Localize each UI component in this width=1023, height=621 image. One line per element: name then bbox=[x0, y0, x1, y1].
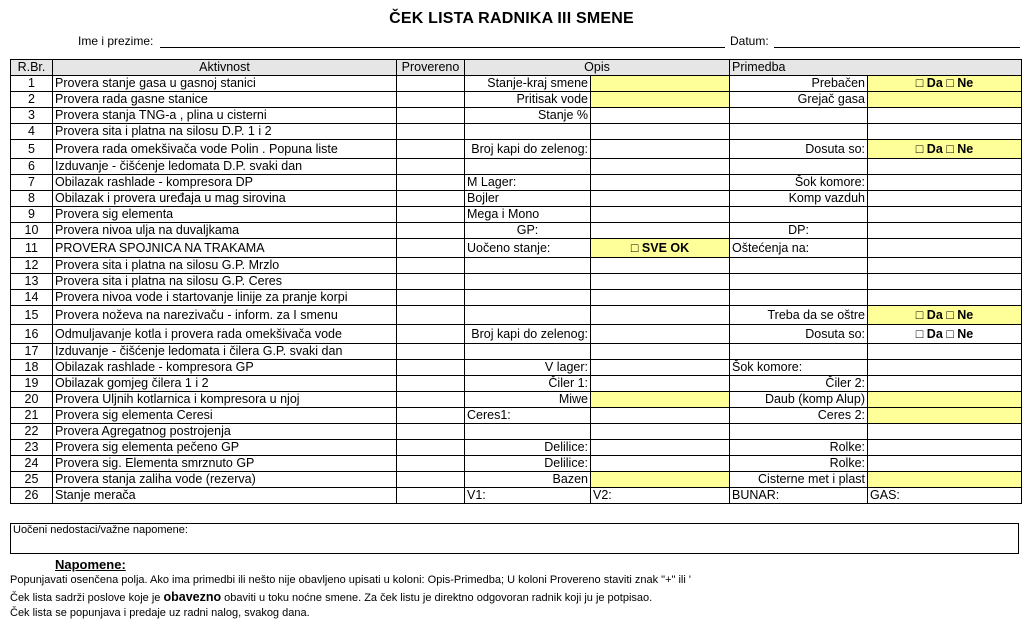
row-number: 4 bbox=[11, 124, 53, 140]
activity-cell: Provera sig elementa Ceresi bbox=[53, 408, 397, 424]
activity-cell: Provera sig. Elementa smrznuto GP bbox=[53, 456, 397, 472]
table-row bbox=[11, 456, 1022, 472]
provereno-cell[interactable] bbox=[397, 440, 465, 456]
row-number: 8 bbox=[11, 191, 53, 207]
table-row bbox=[11, 140, 1022, 159]
activity-cell: Provera stanje gasa u gasnoj stanici bbox=[53, 76, 397, 92]
detail-value[interactable]: □ SVE OK bbox=[591, 239, 730, 258]
napomene-line-2-a: Ček lista sadrži poslove koje je bbox=[10, 592, 164, 604]
detail-label: Uočeno stanje: bbox=[465, 239, 591, 258]
napomene-line-2-bold: obavezno bbox=[163, 590, 222, 604]
detail-value[interactable] bbox=[591, 408, 730, 424]
row-number: 14 bbox=[11, 290, 53, 306]
detail-value[interactable] bbox=[591, 344, 730, 360]
detail-value[interactable]: □ Da □ Ne bbox=[868, 306, 1022, 325]
activity-cell: Provera nivoa vode i startovanje linije za pranje korpi bbox=[53, 290, 397, 306]
detail-label[interactable] bbox=[730, 108, 868, 124]
detail-value[interactable] bbox=[591, 290, 730, 306]
detail-label: Miwe bbox=[465, 392, 591, 408]
detail-label: Pritisak vode bbox=[465, 92, 591, 108]
detail-value[interactable] bbox=[591, 207, 730, 223]
detail-label: Dosuta so: bbox=[730, 325, 868, 344]
detail-label: Komp vazduh bbox=[730, 191, 868, 207]
row-number: 9 bbox=[11, 207, 53, 223]
row-number: 18 bbox=[11, 360, 53, 376]
detail-label: Treba da se oštre bbox=[730, 306, 868, 325]
table-row bbox=[11, 108, 1022, 124]
row-number: 25 bbox=[11, 472, 53, 488]
date-label: Datum: bbox=[730, 34, 769, 48]
provereno-cell[interactable] bbox=[397, 472, 465, 488]
detail-label[interactable] bbox=[465, 124, 591, 140]
detail-label: Broj kapi do zelenog: bbox=[465, 325, 591, 344]
activity-cell: Obilazak rashlade - kompresora GP bbox=[53, 360, 397, 376]
table-row bbox=[11, 191, 1022, 207]
detail-value[interactable] bbox=[868, 108, 1022, 124]
row-number: 10 bbox=[11, 223, 53, 239]
provereno-cell[interactable] bbox=[397, 360, 465, 376]
detail-value[interactable] bbox=[868, 223, 1022, 239]
provereno-cell[interactable] bbox=[397, 290, 465, 306]
row-number: 22 bbox=[11, 424, 53, 440]
notes-box[interactable] bbox=[10, 523, 1019, 554]
activity-cell: Provera nivoa ulja na duvaljkama bbox=[53, 223, 397, 239]
detail-label: GP: bbox=[465, 223, 591, 239]
detail-value[interactable] bbox=[591, 124, 730, 140]
activity-cell: Provera noževa na narezivaču - inform. za I smenu bbox=[53, 306, 397, 325]
detail-label[interactable] bbox=[465, 159, 591, 175]
detail-value[interactable] bbox=[591, 325, 730, 344]
table-row bbox=[11, 92, 1022, 108]
name-field[interactable] bbox=[160, 47, 725, 48]
row-number: 2 bbox=[11, 92, 53, 108]
table-row bbox=[11, 376, 1022, 392]
table-row bbox=[11, 344, 1022, 360]
napomene-line-2 bbox=[10, 590, 652, 604]
detail-value[interactable] bbox=[591, 258, 730, 274]
detail-label[interactable] bbox=[465, 344, 591, 360]
provereno-cell[interactable] bbox=[397, 408, 465, 424]
activity-cell: Provera rada omekšivača vode Polin . Popuna liste bbox=[53, 140, 397, 159]
detail-value[interactable] bbox=[591, 274, 730, 290]
detail-value[interactable] bbox=[868, 376, 1022, 392]
detail-label: Bazen bbox=[465, 472, 591, 488]
activity-cell: Provera sita i platna na silosu G.P. Ceres bbox=[53, 274, 397, 290]
row-number: 6 bbox=[11, 159, 53, 175]
provereno-cell[interactable] bbox=[397, 488, 465, 504]
activity-cell: Stanje merača bbox=[53, 488, 397, 504]
detail-value[interactable] bbox=[591, 306, 730, 325]
row-number: 12 bbox=[11, 258, 53, 274]
detail-label[interactable] bbox=[465, 306, 591, 325]
napomene-line-1: Popunjavati osenčena polja. Ako ima primedbi ili nešto nije obavljeno upisati u koloni: Opis-Primedba; U koloni Provereno staviti znak "+" ili ' bbox=[10, 574, 691, 586]
detail-label[interactable] bbox=[730, 424, 868, 440]
detail-value[interactable] bbox=[868, 392, 1022, 408]
provereno-cell[interactable] bbox=[397, 159, 465, 175]
activity-cell: Provera stanja TNG-a , plina u cisterni bbox=[53, 108, 397, 124]
detail-value[interactable] bbox=[591, 472, 730, 488]
detail-label[interactable] bbox=[465, 290, 591, 306]
detail-label: V1: bbox=[465, 488, 591, 504]
detail-value[interactable]: □ Da □ Ne bbox=[868, 325, 1022, 344]
row-number: 15 bbox=[11, 306, 53, 325]
detail-label: Šok komore: bbox=[730, 360, 868, 376]
detail-label: Delilice: bbox=[465, 440, 591, 456]
provereno-cell[interactable] bbox=[397, 223, 465, 239]
detail-label: Grejač gasa bbox=[730, 92, 868, 108]
table-row bbox=[11, 424, 1022, 440]
detail-label[interactable] bbox=[730, 258, 868, 274]
row-number: 20 bbox=[11, 392, 53, 408]
detail-label[interactable] bbox=[730, 274, 868, 290]
detail-label[interactable] bbox=[465, 274, 591, 290]
detail-label: Rolke: bbox=[730, 456, 868, 472]
detail-label: Stanje-kraj smene bbox=[465, 76, 591, 92]
table-row bbox=[11, 488, 1022, 504]
table-row bbox=[11, 159, 1022, 175]
row-number: 24 bbox=[11, 456, 53, 472]
detail-label: Šok komore: bbox=[730, 175, 868, 191]
detail-value[interactable]: □ Da □ Ne bbox=[868, 140, 1022, 159]
detail-label: Ceres 2: bbox=[730, 408, 868, 424]
napomene-title: Napomene: bbox=[55, 557, 126, 572]
detail-value[interactable] bbox=[868, 159, 1022, 175]
activity-cell: Provera rada gasne stanice bbox=[53, 92, 397, 108]
activity-cell: Provera sig elementa pečeno GP bbox=[53, 440, 397, 456]
detail-label: Čiler 2: bbox=[730, 376, 868, 392]
detail-value[interactable] bbox=[591, 76, 730, 92]
detail-value[interactable] bbox=[591, 360, 730, 376]
provereno-cell[interactable] bbox=[397, 392, 465, 408]
detail-value[interactable] bbox=[868, 191, 1022, 207]
col-aktivnost: Aktivnost bbox=[53, 60, 397, 76]
table-row bbox=[11, 76, 1022, 92]
detail-value[interactable] bbox=[591, 223, 730, 239]
detail-label: Broj kapi do zelenog: bbox=[465, 140, 591, 159]
checklist-table bbox=[10, 59, 1022, 504]
date-field[interactable] bbox=[774, 47, 1020, 48]
detail-label[interactable] bbox=[465, 424, 591, 440]
table-row bbox=[11, 223, 1022, 239]
detail-label: M Lager: bbox=[465, 175, 591, 191]
provereno-cell[interactable] bbox=[397, 124, 465, 140]
detail-value[interactable] bbox=[591, 108, 730, 124]
row-number: 3 bbox=[11, 108, 53, 124]
detail-label: Rolke: bbox=[730, 440, 868, 456]
table-row bbox=[11, 472, 1022, 488]
detail-value[interactable] bbox=[868, 360, 1022, 376]
detail-label: Čiler 1: bbox=[465, 376, 591, 392]
page-title: ČEK LISTA RADNIKA III SMENE bbox=[389, 10, 634, 27]
detail-label: Bojler bbox=[465, 191, 591, 207]
row-number: 13 bbox=[11, 274, 53, 290]
detail-label: V lager: bbox=[465, 360, 591, 376]
detail-value[interactable] bbox=[591, 175, 730, 191]
table-row bbox=[11, 175, 1022, 191]
detail-value[interactable] bbox=[591, 140, 730, 159]
detail-label: Cisterne met i plast bbox=[730, 472, 868, 488]
col-primedba: Primedba bbox=[730, 60, 1022, 76]
row-number: 1 bbox=[11, 76, 53, 92]
provereno-cell[interactable] bbox=[397, 239, 465, 258]
table-row bbox=[11, 440, 1022, 456]
detail-value[interactable] bbox=[868, 207, 1022, 223]
activity-cell: Obilazak rashlade - kompresora DP bbox=[53, 175, 397, 191]
col-provereno: Provereno bbox=[397, 60, 465, 76]
row-number: 23 bbox=[11, 440, 53, 456]
detail-value[interactable] bbox=[868, 290, 1022, 306]
detail-label: Prebačen bbox=[730, 76, 868, 92]
detail-label: Stanje % bbox=[465, 108, 591, 124]
provereno-cell[interactable] bbox=[397, 456, 465, 472]
detail-value[interactable] bbox=[868, 408, 1022, 424]
detail-label: Daub (komp Alup) bbox=[730, 392, 868, 408]
detail-label: Oštećenja na: bbox=[730, 239, 868, 258]
activity-cell: Provera stanja zaliha vode (rezerva) bbox=[53, 472, 397, 488]
detail-value[interactable]: □ Da □ Ne bbox=[868, 76, 1022, 92]
activity-cell: Provera Uljnih kotlarnica i kompresora u njoj bbox=[53, 392, 397, 408]
notes-label: Uočeni nedostaci/važne napomene: bbox=[13, 524, 188, 536]
name-label: Ime i prezime: bbox=[78, 34, 154, 48]
detail-label[interactable] bbox=[465, 258, 591, 274]
provereno-cell[interactable] bbox=[397, 191, 465, 207]
activity-cell: Provera sita i platna na silosu G.P. Mrzlo bbox=[53, 258, 397, 274]
table-row bbox=[11, 392, 1022, 408]
table-row bbox=[11, 325, 1022, 344]
detail-value[interactable] bbox=[868, 274, 1022, 290]
detail-label: BUNAR: bbox=[730, 488, 868, 504]
row-number: 5 bbox=[11, 140, 53, 159]
detail-value[interactable] bbox=[868, 424, 1022, 440]
detail-value[interactable] bbox=[591, 456, 730, 472]
table-row bbox=[11, 290, 1022, 306]
row-number: 17 bbox=[11, 344, 53, 360]
provereno-cell[interactable] bbox=[397, 76, 465, 92]
detail-label[interactable] bbox=[730, 124, 868, 140]
table-row bbox=[11, 258, 1022, 274]
detail-label: Mega i Mono bbox=[465, 207, 591, 223]
detail-value[interactable] bbox=[868, 124, 1022, 140]
provereno-cell[interactable] bbox=[397, 376, 465, 392]
detail-value[interactable] bbox=[591, 159, 730, 175]
provereno-cell[interactable] bbox=[397, 306, 465, 325]
row-number: 21 bbox=[11, 408, 53, 424]
detail-value[interactable] bbox=[591, 92, 730, 108]
detail-value[interactable] bbox=[868, 92, 1022, 108]
activity-cell: Obilazak i provera uređaja u mag sirovina bbox=[53, 191, 397, 207]
detail-label[interactable] bbox=[730, 344, 868, 360]
table-row bbox=[11, 306, 1022, 325]
detail-label: DP: bbox=[730, 223, 868, 239]
detail-label: Dosuta so: bbox=[730, 140, 868, 159]
provereno-cell[interactable] bbox=[397, 325, 465, 344]
provereno-cell[interactable] bbox=[397, 424, 465, 440]
provereno-cell[interactable] bbox=[397, 92, 465, 108]
detail-label[interactable] bbox=[730, 290, 868, 306]
provereno-cell[interactable] bbox=[397, 344, 465, 360]
provereno-cell[interactable] bbox=[397, 207, 465, 223]
table-row bbox=[11, 239, 1022, 258]
napomene-line-2-c: obaviti u toku noćne smene. Za ček listu je direktno odgovoran radnik koji ju je potpisao. bbox=[221, 592, 653, 604]
detail-value[interactable] bbox=[868, 456, 1022, 472]
detail-label[interactable] bbox=[730, 159, 868, 175]
activity-cell: Provera sig elementa bbox=[53, 207, 397, 223]
col-opis: Opis bbox=[465, 60, 730, 76]
detail-value[interactable] bbox=[868, 175, 1022, 191]
activity-cell: Obilazak gomjeg čilera 1 i 2 bbox=[53, 376, 397, 392]
detail-label[interactable] bbox=[730, 207, 868, 223]
provereno-cell[interactable] bbox=[397, 175, 465, 191]
detail-value[interactable] bbox=[591, 191, 730, 207]
activity-cell: Izduvanje - čišćenje ledomata i čilera G.P. svaki dan bbox=[53, 344, 397, 360]
row-number: 19 bbox=[11, 376, 53, 392]
detail-value[interactable] bbox=[868, 440, 1022, 456]
napomene-line-3: Ček lista se popunjava i predaje uz radni nalog, svakog dana. bbox=[10, 607, 310, 619]
detail-value[interactable]: V2: bbox=[591, 488, 730, 504]
row-number: 7 bbox=[11, 175, 53, 191]
col-rbr: R.Br. bbox=[11, 60, 53, 76]
row-number: 26 bbox=[11, 488, 53, 504]
provereno-cell[interactable] bbox=[397, 274, 465, 290]
provereno-cell[interactable] bbox=[397, 140, 465, 159]
detail-value[interactable] bbox=[591, 376, 730, 392]
activity-cell: Provera sita i platna na silosu D.P. 1 i 2 bbox=[53, 124, 397, 140]
table-header-row bbox=[11, 60, 1022, 76]
detail-value[interactable] bbox=[591, 440, 730, 456]
provereno-cell[interactable] bbox=[397, 258, 465, 274]
table-row bbox=[11, 408, 1022, 424]
table-row bbox=[11, 124, 1022, 140]
detail-label: Ceres1: bbox=[465, 408, 591, 424]
detail-value[interactable] bbox=[868, 472, 1022, 488]
detail-value[interactable] bbox=[868, 239, 1022, 258]
detail-value[interactable]: GAS: bbox=[868, 488, 1022, 504]
detail-value[interactable] bbox=[591, 424, 730, 440]
detail-value[interactable] bbox=[591, 392, 730, 408]
row-number: 11 bbox=[11, 239, 53, 258]
activity-cell: Provera Agregatnog postrojenja bbox=[53, 424, 397, 440]
activity-cell: PROVERA SPOJNICA NA TRAKAMA bbox=[53, 239, 397, 258]
table-row bbox=[11, 207, 1022, 223]
activity-cell: Izduvanje - čišćenje ledomata D.P. svaki dan bbox=[53, 159, 397, 175]
detail-value[interactable] bbox=[868, 258, 1022, 274]
detail-value[interactable] bbox=[868, 344, 1022, 360]
activity-cell: Odmuljavanje kotla i provera rada omekšivača vode bbox=[53, 325, 397, 344]
detail-label: Delilice: bbox=[465, 456, 591, 472]
table-row bbox=[11, 360, 1022, 376]
provereno-cell[interactable] bbox=[397, 108, 465, 124]
table-row bbox=[11, 274, 1022, 290]
row-number: 16 bbox=[11, 325, 53, 344]
